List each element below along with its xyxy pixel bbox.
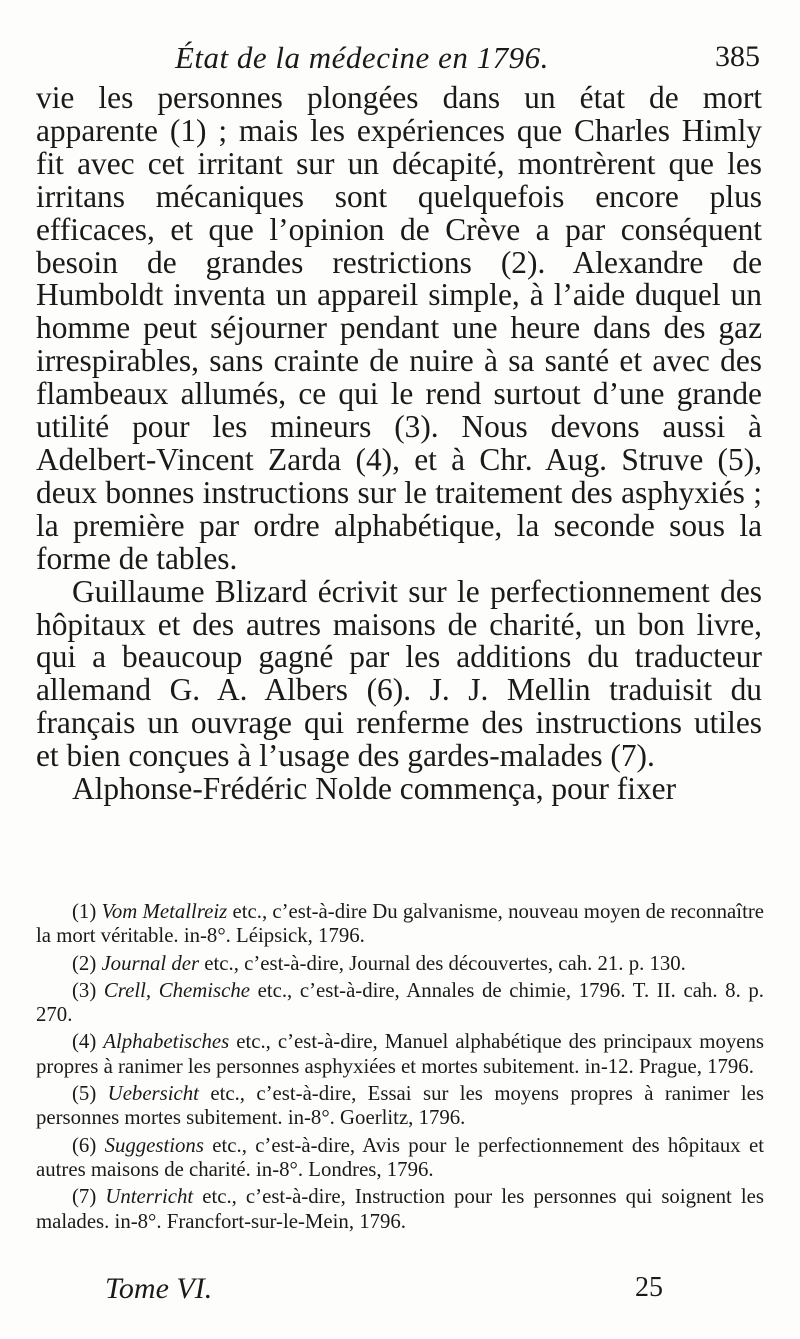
footnote — [36, 979, 764, 1028]
footnote-title: Suggestions — [104, 1133, 204, 1157]
footnote-number: (2) — [72, 951, 97, 975]
footnote-text: etc., c’est-à-dire, Annales de chimie, 1796. T. II. cah. 8. p. 270. — [36, 978, 764, 1027]
footnote-title: Vom Metallreiz — [101, 900, 228, 923]
footnote-number: (4) — [72, 1030, 97, 1054]
footnote-text: etc., c’est-à-dire, Instruction pour les personnes qui soignent les malades. in-8°. Francfort-sur-le-Mein, 1796. — [36, 1185, 764, 1233]
footnote-text: etc., c’est-à-dire, Journal des découvertes, cah. 21. p. 130. — [199, 951, 686, 975]
footnote — [36, 1185, 764, 1234]
footnote — [36, 1030, 764, 1079]
footnote-number: (5) — [72, 1082, 97, 1106]
signature-mark: 25 — [635, 1272, 663, 1303]
paragraph: Guillaume Blizard écrivit sur le perfectionnement des hôpitaux et des autres maisons de charité, un bon livre, qui a beaucoup gagné par les additions du traducteur allemand G. A. Albers (6). J. J. Mellin traduisit du français un ouvrage qui renferme des instructions utiles et bien conçues à l’usage des gardes-malades (7). — [36, 573, 762, 774]
footnote-title: Uebersicht — [107, 1082, 199, 1106]
footnotes — [36, 900, 764, 1237]
footnote-number: (6) — [72, 1133, 97, 1157]
footnote-text: etc., c’est-à-dire Du galvanisme, nouveau moyen de reconnaître la mort véritable. in-8°. Léipsick, 1796. — [36, 900, 764, 948]
footnote-title: Crell, Chemische — [103, 978, 250, 1002]
footnote — [36, 900, 764, 949]
footnote-text: etc., c’est-à-dire, Manuel alphabétique des principaux moyens propres à ranimer les personnes asphyxiées et mortes subitement. in-12. Prague, 1796. — [36, 1030, 764, 1078]
footnote-number: (3) — [72, 978, 97, 1002]
footnote-number: (1) — [72, 900, 97, 923]
paragraph: Alphonse-Frédéric Nolde commença, pour fixer — [72, 771, 677, 807]
signature-line: Tome VI. — [105, 1272, 213, 1305]
footnote-text: etc., c’est-à-dire, Avis pour le perfectionnement des hôpitaux et autres maisons de charité. in-8°. Londres, 1796. — [36, 1133, 764, 1181]
paragraph: vie les personnes plongées dans un état de mort apparente (1) ; mais les expériences que Charles Himly fit avec cet irritant sur un décapité, montrèrent que les irritans mécaniques sont quelquefois encore plus efficaces, et que l’opinion de Crève a par conséquent besoin de grandes restrictions (2). Alexandre de Humboldt inventa un appareil simple, à l’aide duquel un homme peut séjourner pendant une heure dans des gaz irrespirables, sans crainte de nuire à sa santé et avec des flambeaux allumés, ce qui le rend surtout d’une grande utilité pour les mineurs (3). Nous devons aussi à Adelbert-Vincent Zarda (4), et à Chr. Aug. Struve (5), deux bonnes instructions sur le traitement des asphyxiés ; la première par ordre alphabétique, la seconde sous la forme de tables. — [36, 80, 762, 576]
footnote-title: Unterricht — [105, 1185, 194, 1209]
footnote — [36, 952, 764, 976]
main-text — [36, 82, 762, 806]
running-title: État de la médecine en 1796. — [175, 40, 549, 75]
footnote — [36, 1082, 764, 1131]
footnote-title: Alphabetisches — [103, 1030, 230, 1054]
page-number: 385 — [715, 40, 760, 73]
page-header — [40, 40, 770, 80]
footnote-text: etc., c’est-à-dire, Essai sur les moyens propres à ranimer les personnes mortes subitement. in-8°. Goerlitz, 1796. — [36, 1082, 765, 1130]
footnote-title: Journal der — [101, 951, 200, 975]
footnote-number: (7) — [72, 1185, 97, 1209]
footnote — [36, 1134, 764, 1183]
